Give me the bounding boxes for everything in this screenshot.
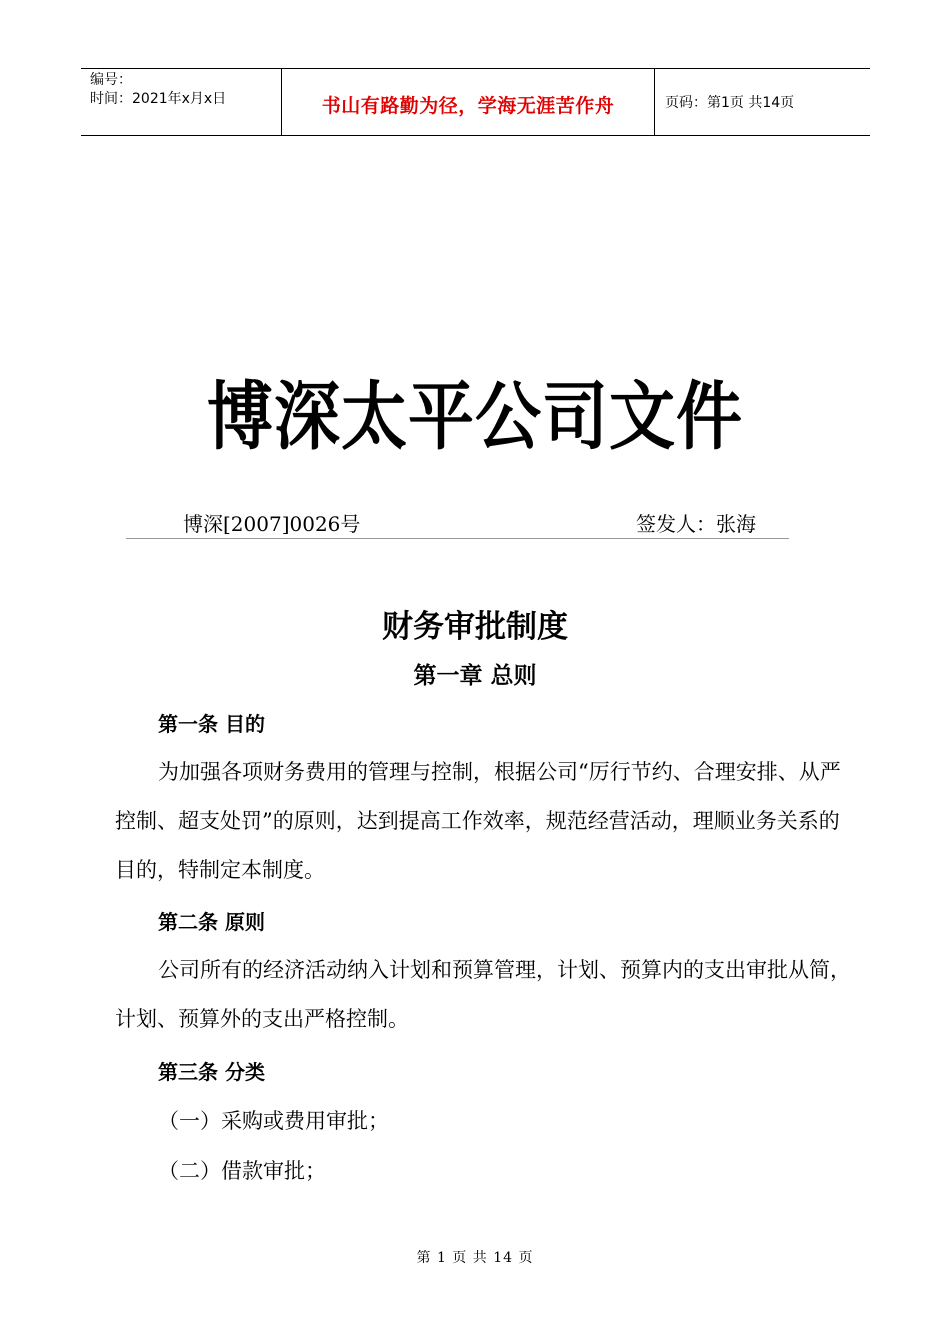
time-label: 时间：2021年x月x日	[90, 91, 227, 107]
article-3-item-2: （二）借款审批；	[158, 1159, 326, 1183]
number-label: 编号：	[90, 72, 132, 88]
header-motto-cell	[282, 69, 655, 135]
article-2-heading: 第二条 原则	[158, 910, 265, 934]
header-page-info: 页码：第1页 共14页	[665, 95, 795, 111]
article-2-text: 公司所有的经济活动纳入计划和预算管理，计划、预算内的支出审批从简，计划、预算外的支出严格控制。	[115, 958, 851, 1031]
article-3-item-1: （一）采购或费用审批；	[158, 1109, 389, 1133]
reference-number: 博深[2007]0026号	[183, 512, 361, 536]
policy-title: 财务审批制度	[382, 609, 568, 645]
header-meta	[81, 69, 282, 135]
chapter-heading: 第一章 总则	[413, 663, 537, 689]
page-header	[81, 68, 870, 136]
signer: 签发人：张海	[636, 512, 756, 536]
org-document-title: 博深太平公司文件	[207, 373, 743, 461]
header-motto: 书山有路勤为径，学海无涯苦作舟	[321, 94, 615, 117]
page-footer: 第 1 页 共 14 页	[416, 1250, 534, 1266]
article-1-heading: 第一条 目的	[158, 712, 265, 736]
article-1-text: 为加强各项财务费用的管理与控制，根据公司“厉行节约、合理安排、从严控制、超支处罚”的原则，达到提高工作效率，规范经营活动，理顺业务关系的目的，特制定本制度。	[115, 760, 841, 882]
article-3-heading: 第三条 分类	[158, 1060, 265, 1084]
reference-line	[126, 508, 789, 539]
